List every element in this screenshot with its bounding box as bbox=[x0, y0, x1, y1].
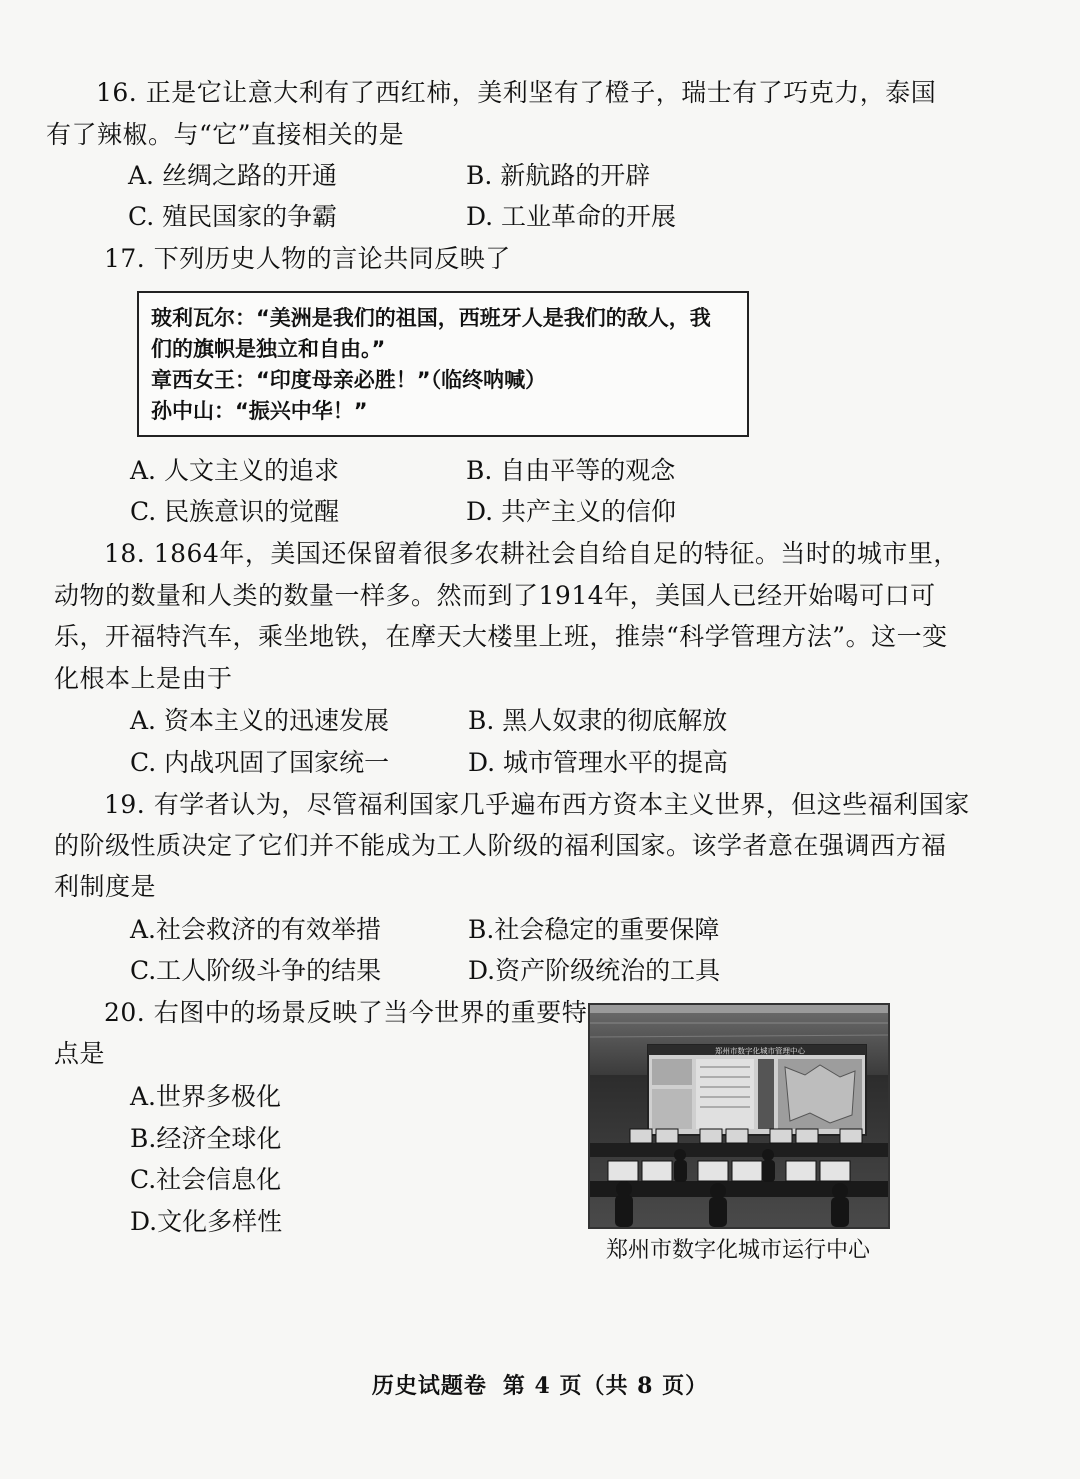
q19-option-a: A.社会救济的有效举措 bbox=[130, 915, 382, 944]
q16-option-c: C. 殖民国家的争霸 bbox=[128, 202, 338, 231]
page-footer bbox=[0, 1371, 1080, 1401]
q18-option-d: D. 城市管理水平的提高 bbox=[468, 748, 729, 777]
footer-page-number: 第 4 页（共 8 页） bbox=[502, 1373, 709, 1399]
q16-stem-line2: 有了辣椒。与“它”直接相关的是 bbox=[46, 120, 405, 149]
q17-quote-line: 章西女王：“印度母亲必胜！”（临终呐喊） bbox=[151, 368, 547, 392]
q18-stem-line: 18. 1864年，美国还保留着很多农耕社会自给自足的特征。当时的城市里， bbox=[104, 539, 959, 568]
q18-stem-line: 乐，开福特汽车，乘坐地铁，在摩天大楼里上班，推崇“科学管理方法”。这一变 bbox=[54, 622, 948, 651]
q16-option-b: B. 新航路的开辟 bbox=[466, 161, 651, 190]
q20-option-a: A.世界多极化 bbox=[130, 1082, 282, 1111]
photo-caption: 郑州市数字化城市运行中心 bbox=[606, 1238, 871, 1263]
q17-option-a: A. 人文主义的追求 bbox=[130, 456, 339, 485]
q17-stem: 17. 下列历史人物的言论共同反映了 bbox=[104, 244, 511, 273]
footer-subject: 历史试题卷 bbox=[371, 1373, 487, 1399]
q20-option-b: B.经济全球化 bbox=[130, 1124, 282, 1153]
q17-option-c: C. 民族意识的觉醒 bbox=[130, 497, 340, 526]
q16-option-a: A. 丝绸之路的开通 bbox=[128, 161, 337, 190]
q19-option-d: D.资产阶级统治的工具 bbox=[468, 956, 721, 985]
q16-stem-line1: 16. 正是它让意大利有了西红柿，美利坚有了橙子，瑞士有了巧克力，泰国 bbox=[96, 78, 937, 107]
q19-option-c: C.工人阶级斗争的结果 bbox=[130, 956, 382, 985]
q18-stem-line: 动物的数量和人类的数量一样多。然而到了1914年，美国人已经开始喝可口可 bbox=[54, 581, 936, 610]
q18-option-b: B. 黑人奴隶的彻底解放 bbox=[468, 706, 728, 735]
q19-stem-line: 利制度是 bbox=[54, 872, 157, 901]
q20-option-d: D.文化多样性 bbox=[130, 1207, 283, 1236]
q20-stem-line2: 点是 bbox=[54, 1039, 106, 1068]
q17-quote-line: 玻利瓦尔：“美洲是我们的祖国，西班牙人是我们的敌人，我 bbox=[151, 306, 711, 330]
city-operations-center-photo bbox=[588, 1003, 890, 1229]
q17-quote-box bbox=[137, 291, 749, 437]
q20-stem-line1: 20. 右图中的场景反映了当今世界的重要特 bbox=[104, 998, 588, 1027]
q17-option-b: B. 自由平等的观念 bbox=[466, 456, 676, 485]
q18-stem-line: 化根本上是由于 bbox=[54, 664, 233, 693]
q18-option-c: C. 内战巩固了国家统一 bbox=[130, 748, 390, 777]
q18-option-a: A. 资本主义的迅速发展 bbox=[130, 706, 389, 735]
q19-stem-line: 19. 有学者认为，尽管福利国家几乎遍布西方资本主义世界，但这些福利国家 bbox=[104, 790, 970, 819]
q17-quote-line: 孙中山：“振兴中华！” bbox=[151, 399, 368, 423]
screen-banner: 郑州市数字化城市管理中心 bbox=[715, 1046, 805, 1056]
q19-stem-line: 的阶级性质决定了它们并不能成为工人阶级的福利国家。该学者意在强调西方福 bbox=[54, 831, 947, 860]
q19-option-b: B.社会稳定的重要保障 bbox=[468, 915, 720, 944]
control-room-illustration bbox=[590, 1005, 888, 1227]
q17-option-d: D. 共产主义的信仰 bbox=[466, 497, 677, 526]
q16-option-d: D. 工业革命的开展 bbox=[466, 202, 677, 231]
q17-quote-line: 们的旗帜是独立和自由。” bbox=[151, 337, 386, 361]
q20-option-c: C.社会信息化 bbox=[130, 1165, 282, 1194]
